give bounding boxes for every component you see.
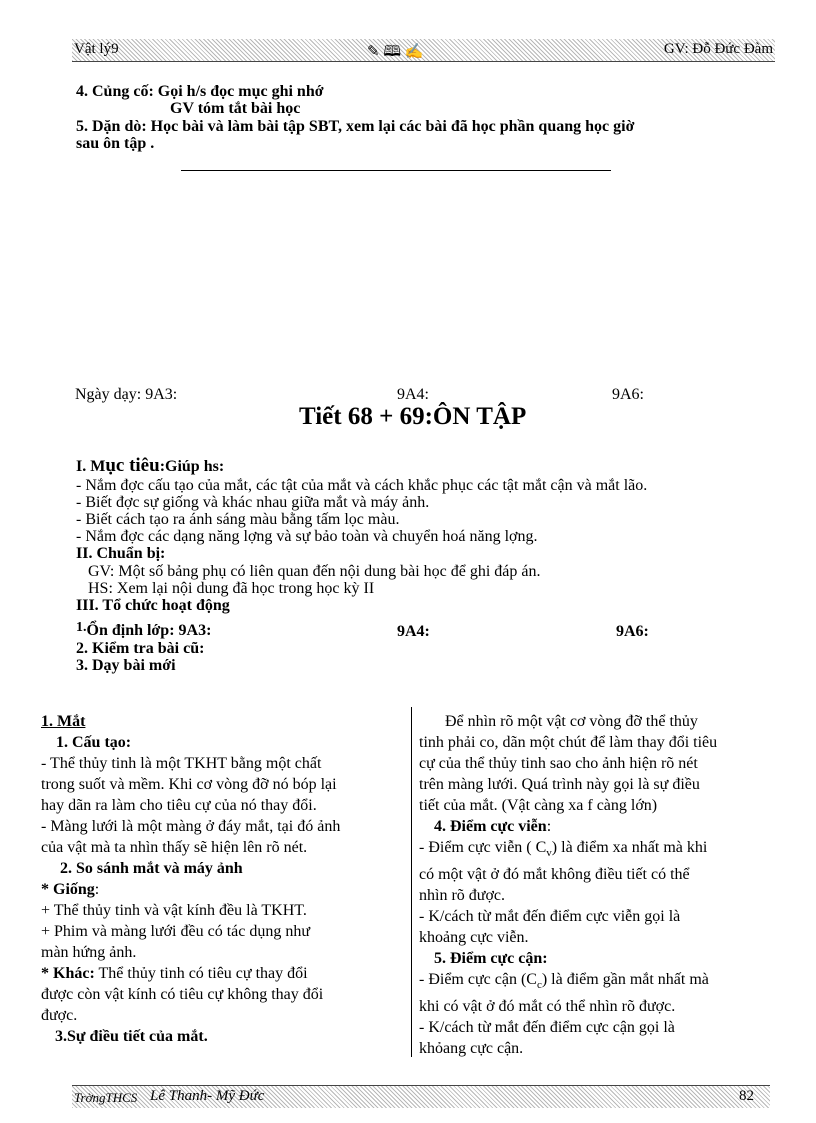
new-lesson: 3. Dạy bài mới bbox=[76, 657, 176, 674]
right-column: Để nhìn rõ một vật cơ vòng đỡ thể thủy tinh phải co, dãn một chút để làm thay đổi tiêu cự của thể thủy tinh sao cho ảnh hiện rõ nét trên màng lưới. Quá trình này gọi là sự điều tiết của mắt. (Vật càng xa f càng lớn) 4. Điểm cực viễn: - Điểm cực viễn ( $C_v$) là điểm xa nhất mà khi có một vật ở đó mắt không điều tiết có thể nhìn rõ được. - K/cách từ mắt đến điểm cực viễn gọi là khoảng cực viễn. 5. Điểm cực cận: - Điểm cực cận $(C_c)$ là điểm gần mắt nhất mà khi có vật ở đó mắt có thể nhìn rõ được. - K/cách từ mắt đến điểm cực cận gọi là khỏang cực cận. bbox=[419, 713, 718, 1058]
goal-item: - Nắm đợc các dạng năng lợng và sự bảo toàn và chuyển hoá năng lợng. bbox=[76, 528, 538, 545]
left-column: 1. Mắt 1. Cấu tạo: - Thể thủy tinh là một TKHT bằng một chất trong suốt và mềm. Khi cơ vòng đỡ nó bóp lại hay dãn ra làm cho tiêu cự của nó thay đổi. - Màng lưới là một màng ở đáy mắt, tại đó ảnh của vật mà ta nhìn thấy sẽ hiện lên rõ nét. 2. So sánh mắt và máy ảnh * Giống: + Thể thủy tinh và vật kính đều là TKHT. + Phim và màng lưới đều có tác dụng như màn hứng ảnh. * Khác: Thể thủy tinh có tiêu cự thay đổi được còn vật kính có tiêu cự không thay đổi được. 3.Sự điều tiết của mắt. bbox=[41, 713, 341, 1045]
teaching-date-9a4: 9A4: bbox=[397, 386, 429, 403]
consolidation-line: 4. Củng cố: Gọi h/s đọc mục ghi nhớ bbox=[76, 83, 324, 100]
structure-heading: 1. Cấu tạo: bbox=[56, 734, 132, 751]
class-stabilization: 1.Ổn định lớp: 9A3: bbox=[76, 620, 212, 639]
homework-line: 5. Dặn dò: Học bài và làm bài tập SBT, xem lại các bài đã học phần quang học giờ bbox=[76, 118, 635, 135]
goal-item: - Biết đợc sự giống và khác nhau giữa mắt và máy ảnh. bbox=[76, 494, 430, 511]
goal-item: - Nắm đợc cấu tạo của mắt, các tật của mắt và cách khắc phục các tật mắt cận và mắt lão. bbox=[76, 477, 648, 494]
footer-location: Lê Thanh- Mỹ Đức bbox=[150, 1088, 265, 1104]
prep-heading: II. Chuẩn bị: bbox=[76, 545, 166, 562]
teaching-date-9a3: Ngày dạy: 9A3: bbox=[75, 386, 178, 403]
accommodation-heading: 3.Sự điều tiết của mắt. bbox=[55, 1028, 208, 1045]
page-footer bbox=[72, 1085, 770, 1108]
page-number: 82 bbox=[739, 1088, 754, 1104]
teaching-date-9a6: 9A6: bbox=[612, 386, 644, 403]
column-divider bbox=[411, 707, 412, 1057]
same-heading: * Giống: bbox=[41, 881, 100, 898]
summary-line: GV tóm tắt bài học bbox=[170, 100, 301, 117]
far-point-heading: 4. Điểm cực viễn: bbox=[434, 818, 552, 835]
lesson-title: Tiết 68 + 69:ÔN TẬP bbox=[299, 403, 527, 430]
old-lesson-check: 2. Kiểm tra bài cũ: bbox=[76, 640, 205, 657]
class-9a4: 9A4: bbox=[397, 623, 430, 640]
near-point-definition: - Điểm cực cận $(C_c)$ là điểm gần mắt nhất mà bbox=[419, 971, 709, 992]
homework-line-2: sau ôn tập . bbox=[76, 135, 155, 152]
prep-students: HS: Xem lại nội dung đã học trong học kỳ II bbox=[88, 580, 375, 597]
separator-line bbox=[181, 170, 611, 171]
org-heading: III. Tổ chức hoạt động bbox=[76, 597, 230, 614]
header-subject: Vật lý9 bbox=[74, 41, 119, 57]
prep-teacher: GV: Một số bảng phụ có liên quan đến nội dung bài học để ghi đáp án. bbox=[88, 563, 541, 580]
goal-item: - Biết cách tạo ra ánh sáng màu bằng tấm lọc màu. bbox=[76, 511, 400, 528]
header-teacher: GV: Đỗ Đức Đàm bbox=[663, 41, 773, 57]
difference-line: * Khác: Thể thủy tinh có tiêu cự thay đổi bbox=[41, 965, 308, 982]
section-eye: 1. Mắt bbox=[41, 713, 86, 730]
goals-heading: I. Mục tiêu:Giúp hs: bbox=[76, 455, 225, 476]
far-point-definition: - Điểm cực viễn ( $C_v$) là điểm xa nhất mà khi bbox=[419, 839, 708, 860]
footer-school: TrờngTHCS bbox=[74, 1090, 138, 1105]
near-point-heading: 5. Điểm cực cận: bbox=[434, 950, 548, 968]
goals-list bbox=[76, 477, 647, 545]
page-header bbox=[72, 39, 775, 62]
header-ornament: ✎ 🕮 ✍ bbox=[367, 44, 424, 60]
class-9a6: 9A6: bbox=[616, 623, 649, 640]
compare-heading: 2. So sánh mắt và máy ảnh bbox=[60, 860, 243, 877]
